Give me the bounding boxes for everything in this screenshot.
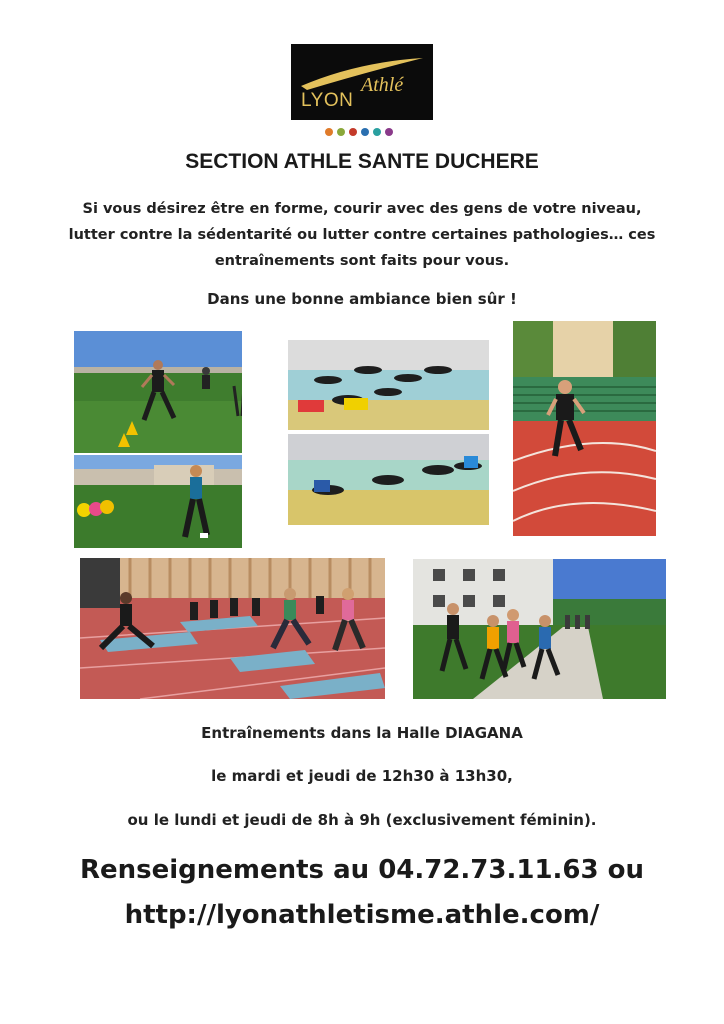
photo-field-training-2 xyxy=(74,455,242,548)
intro-line: Si vous désirez être en forme, courir avec des gens de votre niveau, xyxy=(82,201,642,217)
page-title: SECTION ATHLE SANTE DUCHERE xyxy=(185,150,539,173)
photo-outdoor-group-running xyxy=(413,559,666,699)
intro-paragraph xyxy=(50,196,674,274)
intro-line: entraînements sont faits pour vous. xyxy=(214,253,510,269)
contact-website-link[interactable]: http://lyonathletisme.athle.com/ xyxy=(124,900,600,930)
dot xyxy=(385,128,393,136)
schedule-location: Entraînements dans la Halle DIAGANA xyxy=(201,724,523,742)
photo-indoor-group-exercise xyxy=(288,340,489,525)
contact-phone: Renseignements au 04.72.73.11.63 ou xyxy=(79,855,645,885)
schedule-times-1: le mardi et jeudi de 12h30 à 13h30, xyxy=(211,767,513,785)
intro-line: lutter contre la sédentarité ou lutter contre certaines pathologies… ces xyxy=(68,227,656,243)
logo-lyon-text: LYON xyxy=(301,90,354,111)
photo-field-training-1 xyxy=(74,331,242,453)
ambiance-text: Dans une bonne ambiance bien sûr ! xyxy=(207,290,517,308)
logo-color-dots xyxy=(325,128,393,136)
dot xyxy=(337,128,345,136)
photo-indoor-hall-lunges xyxy=(80,558,385,699)
dot xyxy=(325,128,333,136)
logo-athle-text: Athlé xyxy=(361,74,404,96)
dot xyxy=(373,128,381,136)
lyon-athle-logo xyxy=(291,44,433,120)
dot xyxy=(361,128,369,136)
photo-track-runner xyxy=(513,321,656,536)
dot xyxy=(349,128,357,136)
schedule-times-2: ou le lundi et jeudi de 8h à 9h (exclusivement féminin). xyxy=(127,811,597,829)
